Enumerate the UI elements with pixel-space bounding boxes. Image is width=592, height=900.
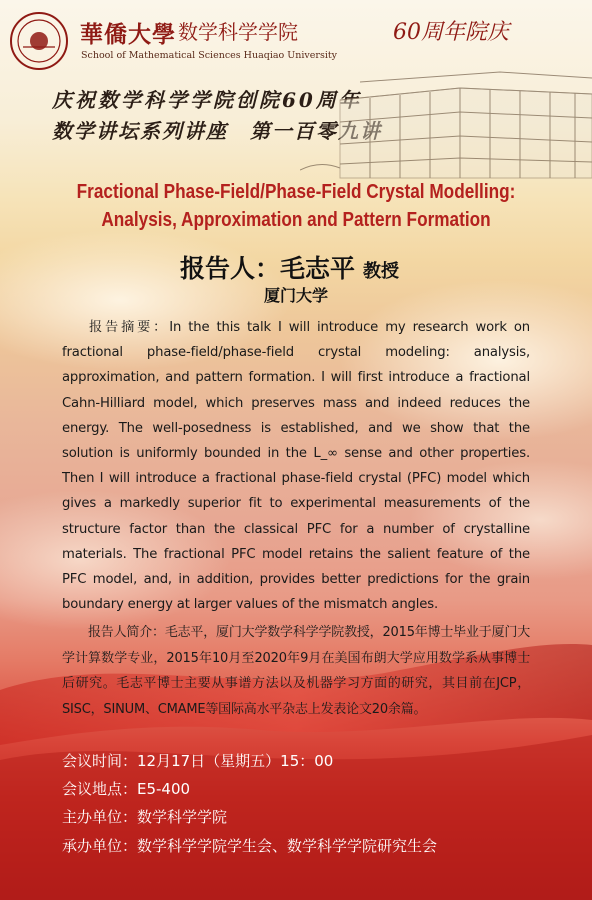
building-illustration	[300, 60, 592, 180]
speaker-affiliation: 厦门大学	[263, 286, 328, 305]
university-seal-icon	[9, 11, 69, 71]
talk-title-line-2: Analysis, Approximation and Pattern Formation	[101, 209, 491, 231]
meeting-organizer: 承办单位：数学科学学院学生会、数学科学学院研究生会	[62, 837, 438, 855]
university-name: 華僑大學	[80, 21, 176, 48]
meeting-place: 会议地点：E5-400	[62, 780, 191, 798]
speaker-label: 报告人：	[180, 254, 281, 283]
speaker-bio-paragraph: 报告人简介：毛志平，厦门大学数学科学学院教授，2015年博士毕业于厦门大学计算数学专业，2015年10月至2020年9月在美国布朗大学应用数学系从事博士后研究。毛志平博士主要从事谱方法以及机器学习方面的研究，其目前在JCP，SISC，SINUM、CMAME等国际高水平杂志上发表论文20余篇。	[62, 625, 530, 717]
talk-title-line-1: Fractional Phase-Field/Phase-Field Crystal Modelling:	[76, 181, 516, 203]
abstract-paragraph: 报告摘要：In the this talk I will introduce my research work on fractional phase-field/phase-field crystal modeling: analysis, approximation, and pattern formation. I will first introduce a fractional Cahn-Hilliard model, which preserves mass and indeed reduces the energy. The well-posedness is established, and we show that the solution is uniformly bounded in the L_∞ sense and other properties. Then I will introduce a fractional phase-field crystal (PFC) model which gives a markedly superior fit to experimental measurements of the structure factor than the classical PFC for a number of crystalline materials. The fractional PFC model retains the salient feature of the PFC model, and, in addition, provides better predictions for the grain boundary energy at larger values of the mismatch angles.	[62, 320, 530, 613]
school-name-english: School of Mathematical Sciences Huaqiao University	[81, 50, 338, 61]
lecture-series-banner: 数学讲坛系列讲座 第一百零九讲	[52, 119, 382, 143]
celebration-banner: 庆祝数学科学学院创院60周年	[52, 88, 362, 112]
speaker-name: 毛志平	[280, 254, 356, 283]
speaker-title: 教授	[363, 261, 400, 282]
meeting-time: 会议时间：12月17日（星期五）15：00	[62, 752, 334, 770]
anniversary-text: 60周年院庆	[393, 20, 509, 45]
speaker-line	[180, 249, 399, 285]
meeting-host: 主办单位：数学科学学院	[62, 808, 228, 826]
school-name: 数学科学学院	[178, 20, 298, 44]
